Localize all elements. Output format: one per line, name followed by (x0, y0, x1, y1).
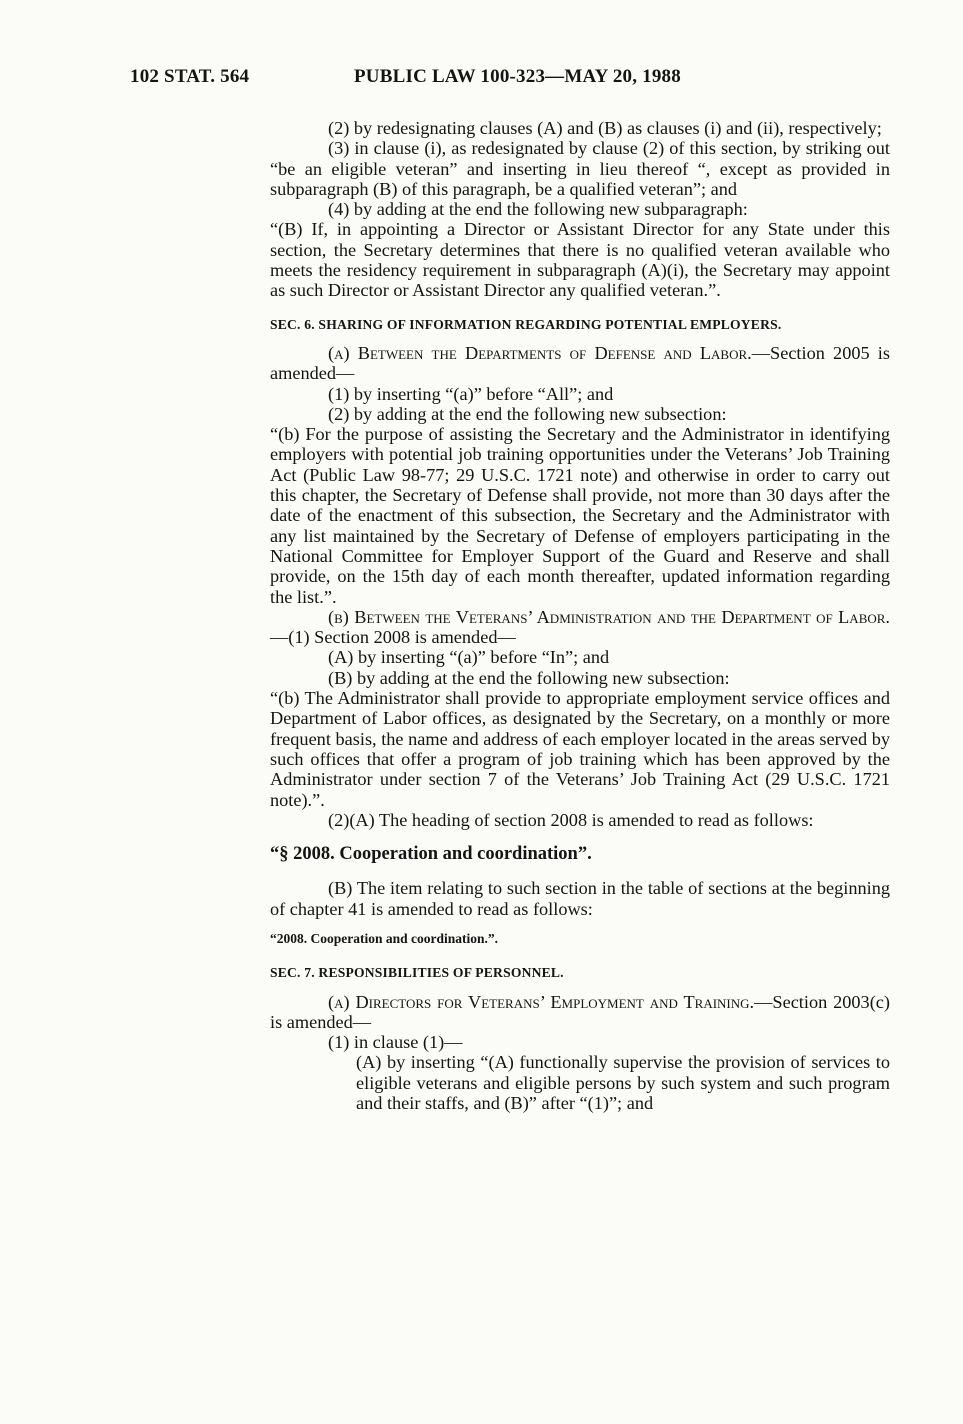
quoted-subparagraph: “(B) If, in appointing a Director or Assistant Director for any State under this section, the Secretary determines that there is no qualified veteran available who meets the residency requirement in subparagraph (A)(i), the Secretary may appoint as such Director or Assistant Director any qualified veteran.”. (270, 219, 890, 301)
subsection-text: —(1) Section 2008 is amended— (270, 627, 516, 648)
paragraph: (2)(A) The heading of section 2008 is amended to read as follows: (328, 809, 814, 830)
paragraph: (B) The item relating to such section in the table of sections at the beginning of chapter 41 is amended to read as follows: (270, 878, 890, 919)
section-2008-heading: “§ 2008. Cooperation and coordination”. (270, 844, 592, 865)
subsection-caption: (b) Between the Veterans’ Administration and the Department of Labor. (328, 606, 890, 627)
paragraph: (A) by inserting “(a)” before “In”; and (328, 647, 610, 668)
table-of-sections-item: “2008. Cooperation and coordination.”. (270, 930, 499, 946)
paragraph: (4) by adding at the end the following new subparagraph: (328, 199, 748, 220)
statute-page-number: 102 STAT. 564 (130, 66, 250, 87)
subsection-caption: (a) Between the Departments of Defense and Labor. (328, 342, 752, 363)
document-body (270, 118, 890, 1113)
quoted-subsection: “(b) The Administrator shall provide to appropriate employment service offices and Department of Labor offices, as designated by the Secretary, on a monthly or more frequent basis, the name and address of each employer located in the areas served by such offices that offer a program of job training which has been approved by the Administrator under section 7 of the Veterans’ Job Training Act (29 U.S.C. 1721 note).”. (270, 688, 890, 810)
subsection-caption: (a) Directors for Veterans’ Employment and Training. (328, 991, 755, 1012)
section-7-heading: SEC. 7. RESPONSIBILITIES OF PERSONNEL. (270, 965, 564, 981)
subsection-6b (270, 607, 890, 648)
paragraph: (2) by adding at the end the following new subsection: (328, 403, 727, 424)
subsection-6a (270, 343, 890, 384)
paragraph: (A) by inserting “(A) functionally supervise the provision of services to eligible veterans and eligible persons by such system and such program and their staffs, and (B)” after “(1)”; and (356, 1052, 890, 1114)
subsection-text: —Section 2005 is amended— (270, 342, 890, 384)
section-6-heading: SEC. 6. SHARING OF INFORMATION REGARDING POTENTIAL EMPLOYERS. (270, 316, 782, 332)
subsection-7a (270, 992, 890, 1033)
paragraph: (2) by redesignating clauses (A) and (B) as clauses (i) and (ii), respectively; (328, 118, 882, 138)
paragraph: (3) in clause (i), as redesignated by clause (2) of this section, by striking out “be an eligible veteran” and inserting in lieu thereof “, except as provided in subparagraph (B) of this paragraph, be a qualified veteran”; and (270, 138, 890, 199)
public-law-title: PUBLIC LAW 100-323—MAY 20, 1988 (354, 66, 681, 87)
subsection-text: —Section 2003(c) is amended— (270, 991, 890, 1032)
paragraph: (1) in clause (1)— (328, 1032, 463, 1053)
quoted-subsection: “(b) For the purpose of assisting the Secretary and the Administrator in identifying employers with potential job training opportunities under the Veterans’ Job Training Act (Public Law 98-77; 29 U.S.C. 1721 note) and otherwise in order to carry out this chapter, the Secretary of Defense shall provide, not more than 30 days after the date of the enactment of this subsection, the Secretary and the Administrator with any list maintained by the Secretary of Defense of employers participating in the National Committee for Employer Support of the Guard and Reserve and shall provide, on the 15th day of each month thereafter, updated information regarding the list.”. (270, 424, 890, 607)
paragraph: (B) by adding at the end the following new subsection: (328, 667, 730, 688)
paragraph: (1) by inserting “(a)” before “All”; and (328, 383, 614, 404)
